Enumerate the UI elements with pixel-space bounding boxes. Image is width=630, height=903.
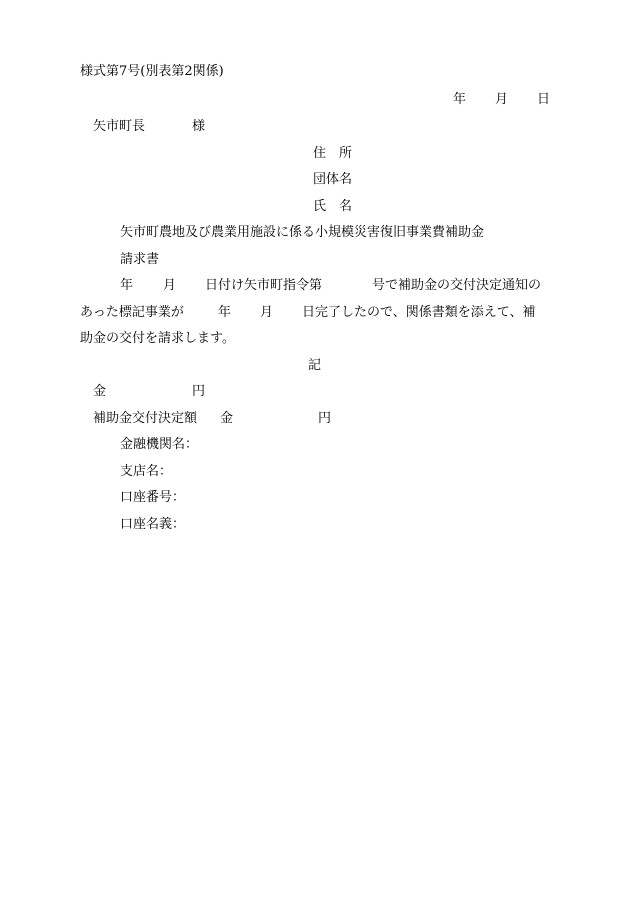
decision-amount-kin: 金 bbox=[220, 411, 234, 426]
body-line2-text1: あった標記事業が bbox=[80, 305, 184, 320]
applicant-address-label: 住 所 bbox=[313, 146, 353, 161]
date-month: 月 bbox=[495, 92, 509, 107]
body-line2-text2: 日完了したので、関係書類を添えて、補 bbox=[302, 305, 536, 320]
applicant-name-label: 氏 名 bbox=[313, 199, 353, 214]
body-line2-month: 月 bbox=[260, 305, 274, 320]
bank-branch-label: 支店名： bbox=[120, 464, 173, 479]
amount-label: 金 bbox=[93, 384, 107, 399]
body-line1-month: 月 bbox=[163, 278, 177, 293]
body-line3: 助金の交付を請求します。 bbox=[80, 331, 235, 346]
body-line2-year: 年 bbox=[218, 305, 232, 320]
bank-account-number-label: 口座番号： bbox=[120, 490, 186, 505]
document-title-line1: 矢市町農地及び農業用施設に係る小規模災害復旧事業費補助金 bbox=[120, 225, 485, 240]
applicant-group-label: 団体名 bbox=[313, 172, 353, 187]
date-year: 年 bbox=[453, 92, 467, 107]
body-line1-text2: 号で補助金の交付決定通知の bbox=[372, 278, 542, 293]
amount-unit: 円 bbox=[192, 384, 206, 399]
date-day: 日 bbox=[537, 92, 551, 107]
body-line1-text1: 日付け矢市町指令第 bbox=[205, 278, 323, 293]
decision-amount-label: 補助金交付決定額 bbox=[93, 411, 198, 426]
document-title-line2: 請求書 bbox=[120, 252, 160, 267]
form-number: 様式第7号(別表第2関係) bbox=[80, 64, 224, 79]
bank-account-name-label: 口座名義： bbox=[120, 517, 186, 532]
ki-heading: 記 bbox=[308, 358, 322, 373]
decision-amount-unit: 円 bbox=[318, 411, 332, 426]
recipient-name: 矢市町長 bbox=[93, 119, 146, 134]
bank-institution-label: 金融機関名： bbox=[120, 437, 199, 452]
recipient-honorific: 様 bbox=[192, 119, 206, 134]
body-line1-year: 年 bbox=[120, 278, 134, 293]
